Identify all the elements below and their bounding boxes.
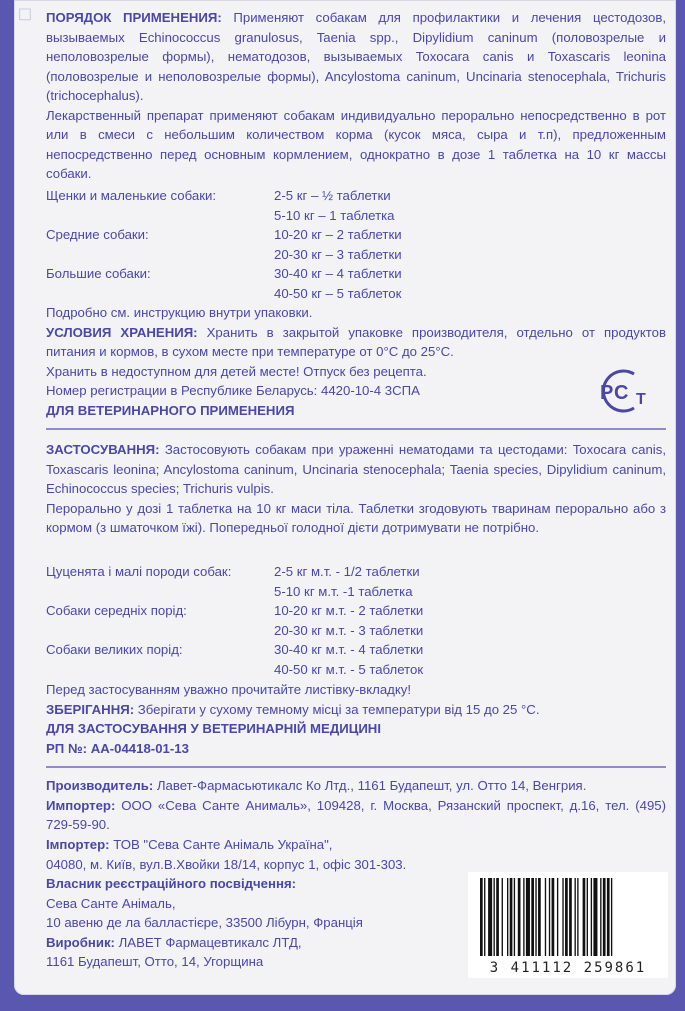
ru-dosing-row — [46, 245, 666, 265]
ua-storage-text: Зберігати у сухому темному місці за температури від 15 до 25 °С. — [134, 701, 540, 717]
ru-application-text: Применяют собакам для профилактики и лечения цестодозов, вызываемых Echinococcus granulosus, Taenia spp., Dipylidium caninum (половозрелые и неполовозрелые формы), нематодозов, вызываемых Toxocara canis и Toxascaris leonina (половозрелые и неполовозрелые формы), Ancylostoma caninum, Uncinaria stenocephala, Trichuris (trichocephalus). — [46, 10, 666, 103]
ru-dosing-row — [46, 225, 666, 245]
maker-label: Виробник: — [46, 934, 115, 950]
maker-line2: 1161 Будапешт, Отто, 14, Угорщина — [46, 954, 264, 969]
ua-application-heading: ЗАСТОСУВАННЯ: — [46, 442, 160, 457]
ru-dosing-row — [46, 186, 666, 206]
importer-ru-label: Импортер: — [46, 797, 116, 813]
ua-dose-value: 30-40 кг м.т. - 4 таблетки — [274, 642, 424, 657]
maker-line1: ЛАВЕТ Фармацевтикалс ЛТД, — [114, 934, 302, 950]
ru-storage-heading: УСЛОВИЯ ХРАНЕНИЯ: — [46, 324, 198, 340]
manufacturer-info — [46, 776, 666, 835]
importer-ua-line2: 04080, м. Київ, вул.В.Хвойки 18/14, корпус 1, офіс 301-303. — [46, 856, 407, 872]
ua-notes — [46, 680, 666, 758]
ua-vet-use: ДЛЯ ЗАСТОСУВАННЯ У ВЕТЕРИНАРНІЙ МЕДИЦИНІ — [46, 721, 381, 736]
corner-logo-icon: ◻ — [17, 3, 33, 23]
ru-dose-value: 20-30 кг – 3 таблетки — [274, 246, 402, 262]
ru-dose-group: Большие собаки: — [46, 266, 151, 281]
barcode — [468, 872, 668, 978]
ru-dose-value: 2-5 кг – ½ таблетки — [274, 188, 391, 203]
svg-text:P: P — [600, 382, 614, 404]
ua-dose-value: 10-20 кг м.т. - 2 таблетки — [274, 603, 424, 618]
barcode-bars-icon — [468, 872, 668, 958]
ukrainian-info — [46, 835, 456, 972]
ua-dose-value: 2-5 кг м.т. - 1/2 таблетки — [274, 564, 420, 579]
ru-vet-use: ДЛЯ ВЕТЕРИНАРНОГО ПРИМЕНЕНИЯ — [46, 402, 295, 418]
ua-dosing-row — [46, 660, 666, 680]
ru-notes — [46, 303, 666, 420]
ua-dose-value: 40-50 кг м.т. - 5 таблеток — [274, 661, 424, 677]
ru-storage-paragraph — [46, 323, 666, 362]
ua-registration: РП №: АА-04418-01-13 — [46, 740, 189, 756]
section-divider — [46, 428, 666, 430]
ru-application-paragraph — [46, 8, 666, 184]
ru-dosing-row — [46, 264, 666, 284]
ua-dosing-row — [46, 601, 666, 621]
ru-dose-value: 5-10 кг – 1 таблетка — [274, 207, 395, 223]
ru-dose-value: 10-20 кг – 2 таблетки — [274, 227, 402, 242]
ru-application-heading: ПОРЯДОК ПРИМЕНЕНИЯ: — [46, 10, 222, 25]
section-divider — [46, 766, 666, 768]
svg-text:T: T — [636, 391, 646, 408]
ru-dosage-paragraph: Лекарственный препарат применяют собакам индивидуально перорально непосредственно в рот или в смеси с небольшим количеством корма (кусок мяса, сыра и т.п), предложенным непосредственно перед основным кормлением, однократно в дозе 1 таблетка на 10 кг массы собаки. — [46, 107, 666, 181]
package-back-panel — [14, 0, 676, 995]
owner-line2: 10 авеню де ла балластієре, 33500 Лібурн, Франція — [46, 915, 363, 930]
ru-dose-value: 30-40 кг – 4 таблетки — [274, 266, 402, 281]
ru-dose-group: Средние собаки: — [46, 227, 149, 242]
ua-dose-value: 20-30 кг м.т. - 3 таблетки — [274, 622, 424, 638]
ru-registration: Номер регистрации в Республике Беларусь: 4420-10-4 3СПА — [46, 383, 420, 398]
owner-label: Власник реєстраційного посвідчення: — [46, 876, 297, 891]
ru-dosing-table — [46, 186, 666, 303]
importer-ua-line1: ТОВ "Сева Санте Анімаль Україна", — [109, 837, 333, 852]
ua-dosage-paragraph: Перорально у дозі 1 таблетка на 10 кг маси тіла. Таблетки згодовують тваринам перорально або з кормом (з шматочком їжі). Попередньої голодної дієти дотримувати не потрібно. — [46, 500, 666, 535]
ua-dosing-row — [46, 640, 666, 660]
ua-dosing-row — [46, 621, 666, 641]
ru-instruction-note: Подробно см. инструкцию внутри упаковки. — [46, 305, 313, 320]
importer-ua-label: Імпортер: — [46, 837, 110, 852]
ua-storage-paragraph — [46, 700, 666, 720]
ua-dosing-row — [46, 582, 666, 602]
ua-dose-value: 5-10 кг м.т. -1 таблетка — [274, 583, 413, 599]
owner-line1: Сева Санте Анімаль, — [46, 895, 176, 911]
ru-dosing-row — [46, 206, 666, 226]
barcode-number: 3 411112 259861 — [489, 960, 647, 976]
ua-dosing-row — [46, 562, 666, 582]
pct-certification-logo — [590, 366, 660, 416]
ua-dosing-table — [46, 562, 666, 679]
ru-dose-group: Щенки и маленькие собаки: — [46, 188, 216, 203]
importer-ru-text: ООО «Сева Санте Анималь», 109428, г. Москва, Рязанский проспект, д.16, тел. (495) 729-59-90. — [46, 797, 666, 832]
ru-child-warning: Хранить в недоступном для детей месте! Отпуск без рецепта. — [46, 363, 427, 379]
ru-dosing-row — [46, 284, 666, 304]
manufacturer-label: Производитель: — [46, 778, 154, 793]
ua-dose-group: Собаки великих порід: — [46, 642, 183, 657]
package-edge — [0, 995, 685, 1011]
ua-dose-group: Цуценята і малі породи собак: — [46, 564, 232, 579]
ru-dose-value: 40-50 кг – 5 таблеток — [274, 285, 402, 301]
ua-dose-group: Собаки середніх порід: — [46, 603, 187, 618]
manufacturer-text: Лавет-Фармасьютикалс Ко Лтд., 1161 Будапешт, ул. Отто 14, Венгрия. — [153, 778, 587, 793]
ru-storage-text: Хранить в закрытой упаковке производителя, отдельно от продуктов питания и кормов, в сухом месте при температуре от 0°С до 25°С. — [46, 324, 666, 359]
ua-application-paragraph — [46, 440, 666, 538]
ua-leaflet-note: Перед застосуванням уважно прочитайте листівку-вкладку! — [46, 682, 412, 697]
pct-mark-icon — [590, 366, 660, 416]
svg-text:C: C — [614, 382, 629, 404]
ua-storage-heading: ЗБЕРІГАННЯ: — [46, 701, 135, 717]
ua-application-text: Застосовують собакам при ураженні нематодами та цестодами: Toxocara canis, Toxascaris leonina; Ancylostoma caninum, Uncinaria stenocephala; Taenia species, Dipylidium caninum, Echinococcus species; Trichuris vulpis. — [46, 442, 666, 496]
